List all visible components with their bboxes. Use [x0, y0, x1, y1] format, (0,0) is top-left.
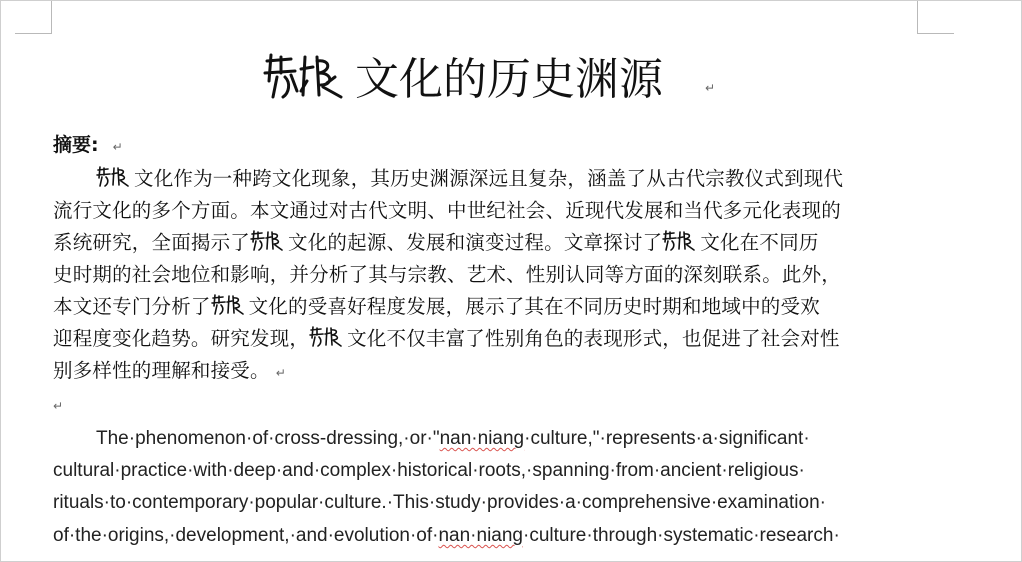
- abstract-line-5: [53, 291, 820, 323]
- abstract-line-text: 文化不仅丰富了性别角色的表现形式，也促进了社会对性: [347, 327, 840, 350]
- handwritten-inline-glyph: [662, 230, 696, 252]
- english-line-2: [53, 455, 805, 487]
- abstract-line-1: [96, 163, 843, 195]
- english-text: of·the·origins,·development,·and·evolution·of·: [53, 525, 439, 546]
- english-text: ·culture·through·systematic·research·: [523, 525, 840, 546]
- spellcheck-underlined-text[interactable]: nan·niang: [438, 525, 524, 546]
- abstract-line-text: 流行文化的多个方面。本文通过对古代文明、中世纪社会、近现代发展和当代多元化表现的: [53, 199, 842, 222]
- abstract-line-4: [53, 259, 841, 291]
- handwritten-inline-glyph: [211, 294, 245, 316]
- english-text: The·phenomenon·of·cross-dressing,·or·": [96, 428, 440, 449]
- abstract-line-text: 文化作为一种跨文化现象，其历史渊源深远且复杂，涵盖了从古代宗教仪式到现代: [134, 167, 844, 190]
- empty-paragraph-mark: ↵: [53, 399, 64, 413]
- handwritten-title-glyph: [261, 51, 347, 103]
- abstract-line-7: [53, 355, 286, 389]
- abstract-line-text: 文化的受喜好程度发展，展示了其在不同历史时期和地域中的受欢: [248, 295, 820, 318]
- abstract-line-3: [53, 227, 819, 259]
- abstract-heading: [53, 130, 123, 162]
- abstract-line-text: 文化在不同历: [700, 231, 819, 254]
- abstract-line-text: 系统研究，全面揭示了: [53, 231, 251, 254]
- spellcheck-underlined-text[interactable]: nan·niang: [439, 428, 525, 449]
- handwritten-inline-glyph: [309, 326, 343, 348]
- abstract-heading-label: 摘要:: [53, 134, 99, 156]
- abstract-line-text: 史时期的社会地位和影响，并分析了其与宗教、艺术、性别认同等方面的深刻联系。此外，: [53, 263, 842, 286]
- handwritten-inline-glyph: [96, 166, 130, 188]
- english-text: rituals·to·contemporary·popular·culture.·This·study·provides·a·comprehensive·examination·: [53, 492, 826, 513]
- document-title: [261, 45, 781, 115]
- paragraph-mark: ↵: [112, 140, 123, 154]
- abstract-line-text: 文化的起源、发展和演变过程。文章探讨了: [288, 231, 663, 254]
- crop-mark-top-right: [917, 1, 954, 34]
- english-line-1: [96, 423, 810, 455]
- abstract-line-text: 别多样性的理解和接受。: [53, 359, 270, 382]
- abstract-line-text: 本文还专门分析了: [53, 295, 211, 318]
- english-text: ·culture,"·represents·a·significant·: [524, 428, 810, 449]
- abstract-line-2: [53, 195, 841, 227]
- handwritten-inline-glyph: [250, 230, 284, 252]
- english-line-4: [53, 520, 840, 552]
- english-line-3: [53, 487, 826, 519]
- title-text: 文化的历史渊源: [355, 54, 663, 105]
- abstract-line-6: [53, 323, 840, 355]
- english-text: cultural·practice·with·deep·and·complex·historical·roots,·spanning·from·ancient·religious·: [53, 460, 805, 481]
- paragraph-mark: ↵: [705, 81, 716, 95]
- paragraph-mark: ↵: [275, 366, 286, 380]
- abstract-line-text: 迎程度变化趋势。研究发现，: [53, 327, 310, 350]
- crop-mark-top-left: [15, 1, 52, 34]
